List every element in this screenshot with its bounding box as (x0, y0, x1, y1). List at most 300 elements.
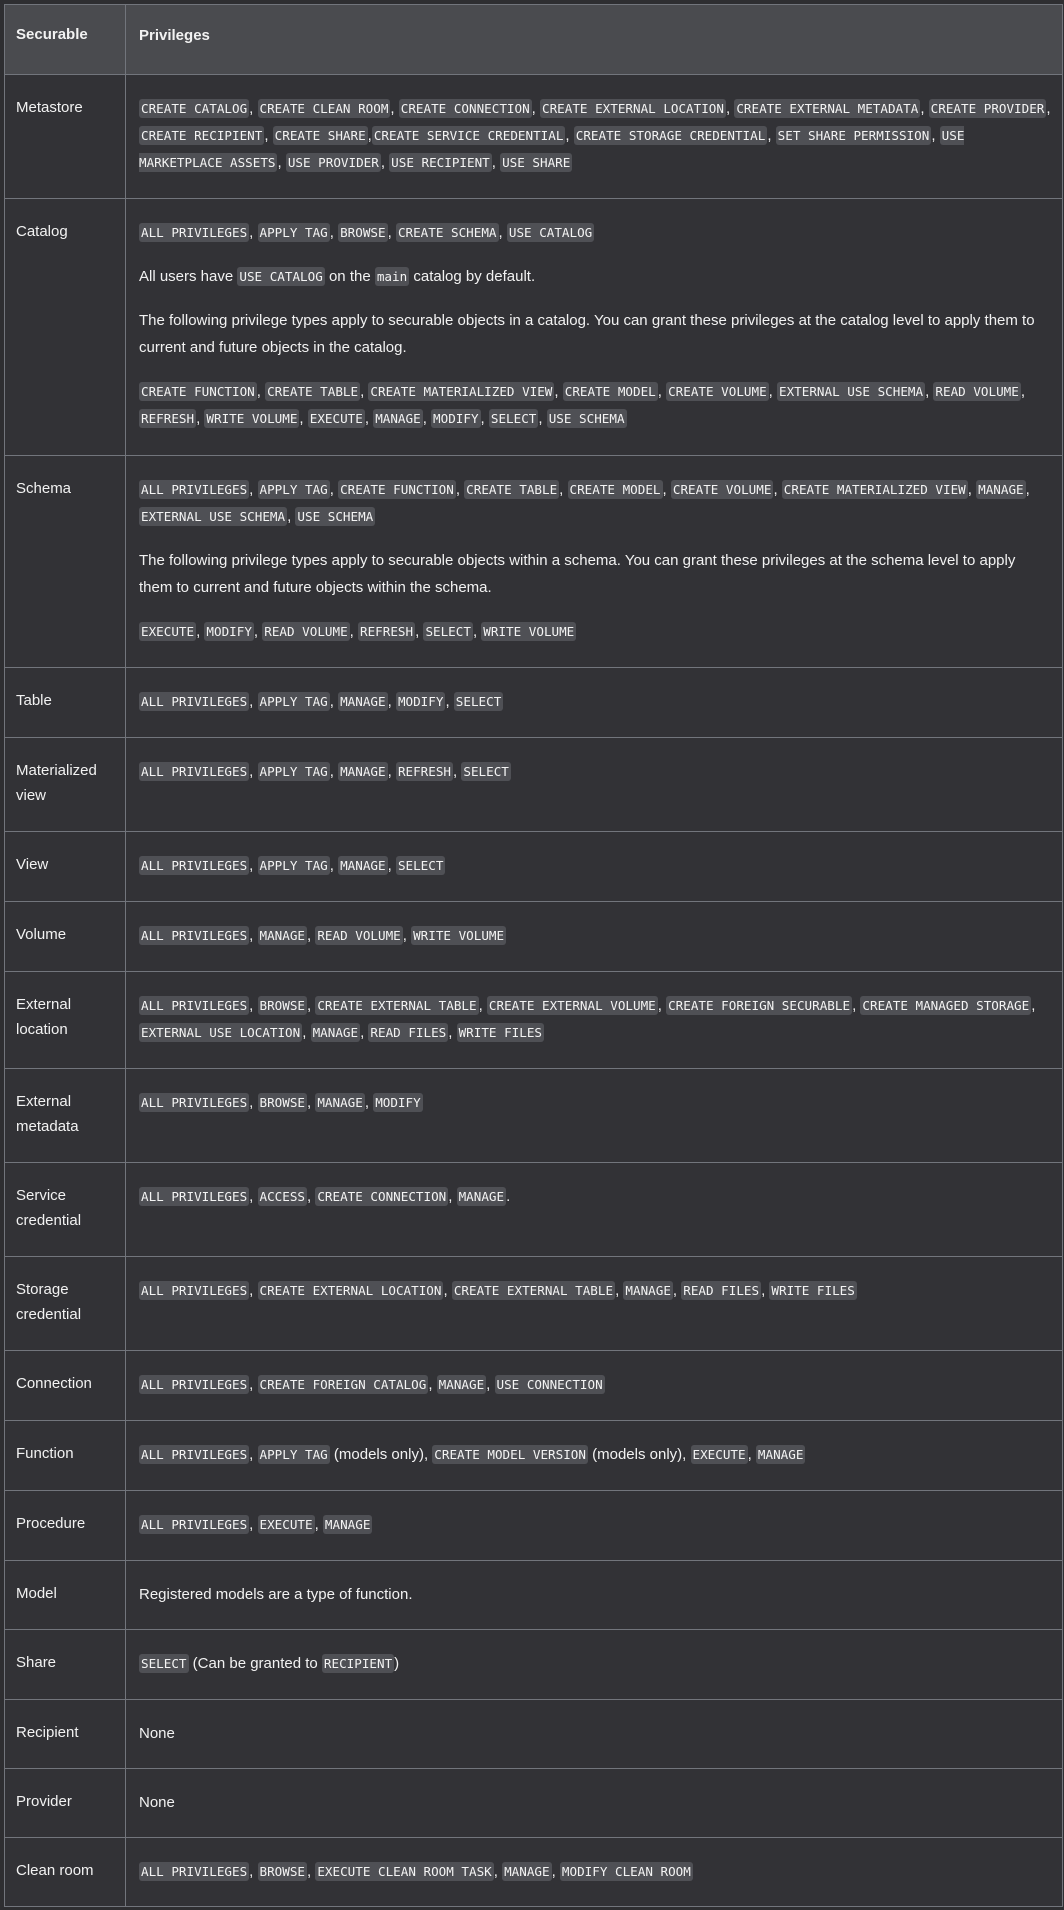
privileges-cell (126, 1838, 1062, 1906)
privilege-code: MANAGE (757, 1447, 804, 1462)
privilege-text: on the (324, 268, 375, 285)
privileges-paragraph (139, 95, 1052, 176)
privilege-text: Registered models are a type of function. (139, 1586, 413, 1603)
privilege-text: , (287, 508, 296, 525)
privilege-code: SET SHARE PERMISSION (777, 128, 930, 143)
securable-name: External metadata (5, 1069, 126, 1162)
privilege-text: , (249, 927, 258, 944)
privileges-paragraph (139, 852, 1052, 879)
privileges-paragraph (139, 1183, 1052, 1210)
privileges-paragraph (139, 219, 1052, 246)
privileges-paragraph (139, 1789, 1052, 1816)
privilege-text: , (256, 383, 266, 400)
privilege-code: WRITE VOLUME (206, 411, 298, 426)
table-row (5, 1560, 1062, 1629)
privilege-text: , (428, 1376, 437, 1393)
privilege-text: , (307, 1094, 316, 1111)
privilege-code: ALL PRIVILEGES (141, 694, 248, 709)
privilege-text: , (415, 623, 424, 640)
privileges-paragraph (139, 618, 1052, 645)
privilege-text: , (448, 1188, 457, 1205)
privilege-text: , (329, 224, 339, 241)
privileges-cell (126, 1491, 1062, 1560)
privileges-cell (126, 1421, 1062, 1490)
securable-name: Schema (5, 456, 126, 667)
privileges-cell (126, 1257, 1062, 1350)
privilege-text: , (1031, 997, 1036, 1014)
privilege-text: , (249, 100, 258, 117)
privilege-code: READ VOLUME (317, 928, 401, 943)
privileges-cell (126, 1769, 1062, 1837)
privilege-code: MANAGE (340, 694, 386, 709)
privilege-text: (Can be granted to (188, 1655, 322, 1672)
privilege-code: CREATE FUNCTION (141, 384, 255, 399)
privilege-code: CREATE STORAGE CREDENTIAL (575, 128, 766, 143)
privilege-code: USE CATALOG (239, 269, 323, 284)
privileges-paragraph (139, 758, 1052, 785)
privilege-code: CREATE RECIPIENT (141, 128, 263, 143)
privilege-text: , (249, 1446, 258, 1463)
privilege-code: APPLY TAG (259, 694, 328, 709)
privilege-text: , (264, 127, 273, 144)
securable-name: Service credential (5, 1163, 126, 1256)
privilege-code: MANAGE (504, 1864, 550, 1879)
privilege-code: WRITE FILES (771, 1283, 855, 1298)
privilege-code: CREATE CONNECTION (400, 101, 530, 116)
privilege-code: EXECUTE CLEAN ROOM TASK (317, 1864, 492, 1879)
privilege-text: , (364, 410, 374, 427)
privilege-text: , (249, 763, 258, 780)
privilege-text: , (672, 1282, 682, 1299)
privilege-code: CREATE MODEL (569, 482, 661, 497)
privilege-text: , (657, 997, 667, 1014)
privilege-code: ALL PRIVILEGES (141, 225, 248, 240)
privilege-text: , (249, 857, 258, 874)
privilege-code: MANAGE (438, 1377, 485, 1392)
securable-name: Procedure (5, 1491, 126, 1560)
privilege-code: USE SCHEMA (548, 411, 625, 426)
privileges-cell (126, 1069, 1062, 1162)
table-row (5, 971, 1062, 1068)
privilege-code: CREATE CATALOG (141, 101, 248, 116)
privilege-text: The following privilege types apply to securable objects within a schema. You can grant these privileges at the schema level to apply them to current and future objects within the schema. (139, 552, 1016, 596)
privileges-cell (126, 972, 1062, 1068)
privilege-text: (models only), (587, 1446, 691, 1463)
privilege-text: , (920, 100, 929, 117)
privilege-text: , (387, 693, 396, 710)
privilege-code: REFRESH (360, 624, 414, 639)
privilege-code: USE CONNECTION (496, 1377, 603, 1392)
privileges-table (4, 4, 1063, 1907)
privilege-code: MANAGE (340, 764, 386, 779)
privilege-code: RECIPIENT (323, 1656, 393, 1671)
privilege-code: APPLY TAG (259, 1447, 328, 1462)
privilege-code: MANAGE (324, 1517, 371, 1532)
privilege-code: WRITE FILES (458, 1025, 542, 1040)
table-row (5, 1162, 1062, 1256)
securable-name: Connection (5, 1351, 126, 1420)
privilege-text: , (307, 997, 316, 1014)
privilege-code: SELECT (455, 694, 502, 709)
privilege-text: , (747, 1446, 756, 1463)
privilege-text: None (139, 1725, 175, 1742)
table-row (5, 1068, 1062, 1162)
privilege-text: , (307, 1863, 316, 1880)
privileges-paragraph (139, 1441, 1052, 1468)
privilege-text: , (554, 383, 563, 400)
privilege-code: CREATE VOLUME (668, 384, 767, 399)
privilege-code: REFRESH (141, 411, 195, 426)
privilege-code: MANAGE (259, 928, 305, 943)
privilege-code: ALL PRIVILEGES (141, 1095, 248, 1110)
privilege-text: , (565, 127, 574, 144)
securable-name: Model (5, 1561, 126, 1629)
privilege-text: , (1046, 100, 1051, 117)
privilege-text: , (249, 693, 258, 710)
privilege-code: ALL PRIVILEGES (141, 858, 248, 873)
privilege-code: MODIFY CLEAN ROOM (561, 1864, 691, 1879)
privileges-paragraph (139, 307, 1052, 361)
privilege-text: , (314, 1516, 323, 1533)
privilege-code: MANAGE (312, 1025, 359, 1040)
privilege-code: CREATE VOLUME (672, 482, 772, 497)
privilege-code: CREATE FUNCTION (340, 482, 454, 497)
privilege-text: , (387, 224, 396, 241)
privileges-paragraph (139, 1720, 1052, 1747)
privilege-text: , (249, 997, 258, 1014)
privilege-text: , (486, 1376, 495, 1393)
privilege-code: MANAGE (458, 1189, 505, 1204)
privilege-code: USE MARKETPLACE ASSETS (139, 128, 965, 170)
privilege-code: MODIFY (397, 694, 444, 709)
privilege-code: ALL PRIVILEGES (141, 482, 248, 497)
privilege-text: , (196, 410, 205, 427)
privilege-text: (models only), (329, 1446, 433, 1463)
privilege-text: , (249, 1282, 258, 1299)
privileges-cell (126, 738, 1062, 831)
privilege-code: APPLY TAG (259, 225, 328, 240)
privilege-code: BROWSE (259, 1095, 305, 1110)
privileges-paragraph (139, 476, 1052, 530)
table-header-row (5, 5, 1062, 74)
table-row (5, 737, 1062, 831)
securable-name: External location (5, 972, 126, 1068)
table-row (5, 74, 1062, 198)
privilege-text: , (480, 410, 489, 427)
securable-name: Recipient (5, 1700, 126, 1768)
privilege-code: READ VOLUME (264, 624, 348, 639)
privilege-text: , (443, 1282, 452, 1299)
table-row (5, 1837, 1062, 1906)
privilege-code: ALL PRIVILEGES (141, 1864, 248, 1879)
privilege-code: CREATE MATERIALIZED VIEW (783, 482, 966, 497)
privilege-text: , (360, 1024, 369, 1041)
privilege-text: , (349, 623, 359, 640)
privilege-text: , (531, 100, 540, 117)
privilege-text: , (249, 481, 258, 498)
privilege-code: ALL PRIVILEGES (141, 1377, 248, 1392)
privilege-text: , (925, 383, 934, 400)
privilege-code: ALL PRIVILEGES (141, 1189, 248, 1204)
privilege-text: , (1025, 481, 1030, 498)
privilege-code: BROWSE (259, 1864, 305, 1879)
privilege-text: , (498, 224, 507, 241)
privilege-code: CREATE MODEL VERSION (434, 1447, 586, 1462)
privilege-code: EXECUTE (259, 1517, 313, 1532)
privilege-code: APPLY TAG (259, 764, 328, 779)
privilege-code: ALL PRIVILEGES (141, 1283, 248, 1298)
privilege-code: EXECUTE (309, 411, 363, 426)
privilege-text: , (559, 481, 568, 498)
privilege-code: MANAGE (340, 858, 386, 873)
privilege-text: , (364, 1094, 374, 1111)
privilege-text: The following privilege types apply to securable objects in a catalog. You can grant these privileges at the catalog level to apply them to current and future objects in the catalog. (139, 312, 1035, 356)
privilege-code: ALL PRIVILEGES (141, 764, 248, 779)
header-privileges: Privileges (139, 27, 210, 44)
privilege-code: READ FILES (683, 1283, 760, 1298)
privilege-code: CREATE EXTERNAL TABLE (317, 998, 477, 1013)
table-row (5, 1350, 1062, 1420)
privileges-cell (126, 1561, 1062, 1629)
privilege-code: EXTERNAL USE SCHEMA (141, 509, 286, 524)
privilege-code: WRITE VOLUME (483, 624, 575, 639)
privilege-code: ALL PRIVILEGES (141, 1517, 248, 1532)
privilege-code: main (376, 269, 408, 284)
privilege-text: , (761, 1282, 770, 1299)
privilege-text: , (615, 1282, 624, 1299)
privilege-text: , (725, 100, 735, 117)
privilege-text: , (551, 1863, 560, 1880)
privilege-text: , (249, 1188, 258, 1205)
privilege-code: SELECT (397, 858, 444, 873)
privilege-text: , (662, 481, 671, 498)
privilege-text: , (773, 481, 782, 498)
table-row (5, 831, 1062, 901)
privilege-text: , (329, 763, 339, 780)
securable-name: Catalog (5, 199, 126, 455)
privileges-cell (126, 902, 1062, 971)
table-row (5, 1490, 1062, 1560)
privileges-cell (126, 75, 1062, 198)
privileges-paragraph (139, 1650, 1052, 1677)
privilege-code: ALL PRIVILEGES (141, 1447, 248, 1462)
privilege-code: CREATE MODEL (564, 384, 656, 399)
privileges-paragraph (139, 1511, 1052, 1538)
securable-name: Storage credential (5, 1257, 126, 1350)
privilege-code: EXECUTE (141, 624, 195, 639)
table-body (5, 74, 1062, 1906)
privileges-cell (126, 1630, 1062, 1699)
privilege-text: , (852, 997, 861, 1014)
privilege-code: BROWSE (259, 998, 305, 1013)
privilege-text: , (277, 154, 286, 171)
privileges-cell (126, 456, 1062, 667)
privilege-code: MANAGE (625, 1283, 671, 1298)
privileges-paragraph (139, 1858, 1052, 1885)
table-row (5, 1699, 1062, 1768)
table-row (5, 901, 1062, 971)
privilege-code: MODIFY (433, 411, 479, 426)
privileges-paragraph (139, 922, 1052, 949)
securable-name: View (5, 832, 126, 901)
table-row (5, 198, 1062, 455)
privilege-code: SELECT (141, 1656, 187, 1671)
privilege-text: , (657, 383, 667, 400)
privilege-text: , (307, 927, 316, 944)
privileges-paragraph (139, 1581, 1052, 1608)
privilege-text: , (380, 154, 390, 171)
privilege-code: CREATE CONNECTION (317, 1189, 447, 1204)
table-row (5, 1256, 1062, 1350)
privilege-code: MODIFY (375, 1095, 421, 1110)
privilege-code: SELECT (490, 411, 537, 426)
securable-name: Provider (5, 1769, 126, 1837)
privilege-text: , (445, 693, 454, 710)
privilege-code: USE CATALOG (508, 225, 593, 240)
privilege-code: CREATE EXTERNAL VOLUME (488, 998, 656, 1013)
privilege-code: CREATE EXTERNAL TABLE (453, 1283, 614, 1298)
privilege-text: , (329, 481, 339, 498)
privilege-code: READ VOLUME (935, 384, 1019, 399)
privilege-code: BROWSE (340, 225, 386, 240)
privilege-text: , (538, 410, 547, 427)
privilege-text: , (387, 763, 396, 780)
privilege-code: CREATE SCHEMA (397, 225, 497, 240)
privilege-text: , (931, 127, 940, 144)
privileges-paragraph (139, 547, 1052, 601)
privilege-text: , (249, 224, 258, 241)
privilege-text: . (506, 1188, 511, 1205)
privileges-paragraph (139, 992, 1052, 1046)
privilege-code: CREATE CLEAN ROOM (259, 101, 389, 116)
privilege-code: CREATE EXTERNAL LOCATION (542, 101, 724, 116)
privileges-cell (126, 199, 1062, 455)
privilege-code: SELECT (425, 624, 471, 639)
privilege-text: , (329, 693, 339, 710)
privilege-code: SELECT (463, 764, 509, 779)
privilege-code: MODIFY (206, 624, 252, 639)
privilege-text: , (390, 100, 399, 117)
privilege-text: , (249, 1863, 258, 1880)
securable-name: Materialized view (5, 738, 126, 831)
privilege-code: CREATE MATERIALIZED VIEW (370, 384, 553, 399)
privileges-cell (126, 1351, 1062, 1420)
privilege-text: , (329, 857, 339, 874)
privilege-code: MANAGE (978, 482, 1024, 497)
privileges-cell (126, 1700, 1062, 1768)
privilege-code: ALL PRIVILEGES (141, 998, 248, 1013)
privilege-code: ACCESS (259, 1189, 305, 1204)
header-securable: Securable (5, 5, 126, 74)
privilege-text: , (422, 410, 432, 427)
privilege-code: CREATE SHARE (274, 128, 366, 143)
table-row (5, 1420, 1062, 1490)
privilege-code: APPLY TAG (259, 482, 328, 497)
privilege-code: CREATE SERVICE CREDENTIAL (373, 128, 564, 143)
privilege-code: USE PROVIDER (287, 155, 379, 170)
table-row (5, 1768, 1062, 1837)
privilege-code: READ FILES (370, 1025, 447, 1040)
privilege-text: , (249, 1516, 258, 1533)
privilege-code: CREATE FOREIGN CATALOG (259, 1377, 427, 1392)
privilege-code: EXTERNAL USE SCHEMA (779, 384, 924, 399)
privilege-text: , (367, 127, 372, 144)
privilege-text: , (249, 1094, 258, 1111)
privileges-cell (126, 668, 1062, 737)
privilege-text: , (307, 1188, 316, 1205)
privilege-text: All users have (139, 268, 238, 285)
privilege-text: , (455, 481, 465, 498)
privilege-code: CREATE TABLE (466, 482, 558, 497)
securable-name: Function (5, 1421, 126, 1490)
privilege-code: CREATE EXTERNAL LOCATION (259, 1283, 442, 1298)
privilege-text: , (478, 997, 487, 1014)
privilege-code: MANAGE (375, 411, 421, 426)
privilege-code: WRITE VOLUME (413, 928, 505, 943)
privilege-code: APPLY TAG (259, 858, 328, 873)
privileges-cell (126, 832, 1062, 901)
privilege-code: CREATE FOREIGN SECURABLE (668, 998, 851, 1013)
privilege-text: , (767, 127, 776, 144)
securable-name: Share (5, 1630, 126, 1699)
privilege-text: , (1020, 383, 1025, 400)
privilege-code: CREATE EXTERNAL METADATA (736, 101, 919, 116)
privilege-code: ALL PRIVILEGES (141, 928, 248, 943)
privilege-code: EXECUTE (692, 1447, 746, 1462)
table-row (5, 1629, 1062, 1699)
privileges-paragraph (139, 1371, 1052, 1398)
privilege-text: None (139, 1794, 175, 1811)
privilege-text: , (196, 623, 205, 640)
privilege-text: , (360, 383, 369, 400)
privileges-paragraph (139, 1089, 1052, 1116)
privilege-text: , (253, 623, 263, 640)
privilege-text: , (491, 154, 501, 171)
privileges-paragraph (139, 688, 1052, 715)
privileges-paragraph (139, 263, 1052, 290)
privilege-code: MANAGE (317, 1095, 363, 1110)
privilege-code: CREATE TABLE (267, 384, 359, 399)
privilege-text: , (493, 1863, 503, 1880)
privilege-text: , (402, 927, 412, 944)
securable-name: Table (5, 668, 126, 737)
privilege-code: CREATE MANAGED STORAGE (862, 998, 1030, 1013)
privilege-text: , (299, 410, 308, 427)
privilege-code: USE RECIPIENT (391, 155, 490, 170)
privilege-text: , (768, 383, 778, 400)
securable-name: Volume (5, 902, 126, 971)
privilege-text: , (967, 481, 977, 498)
privilege-code: EXTERNAL USE LOCATION (141, 1025, 301, 1040)
privilege-code: USE SCHEMA (297, 509, 374, 524)
privilege-text: , (302, 1024, 311, 1041)
privileges-paragraph (139, 378, 1052, 432)
table-row (5, 455, 1062, 667)
table-row (5, 667, 1062, 737)
privileges-cell (126, 1163, 1062, 1256)
privilege-code: CREATE PROVIDER (930, 101, 1045, 116)
privileges-paragraph (139, 1277, 1052, 1304)
privilege-code: USE SHARE (502, 155, 571, 170)
privilege-text: , (472, 623, 482, 640)
privilege-text: , (453, 763, 462, 780)
securable-name: Metastore (5, 75, 126, 198)
securable-name: Clean room (5, 1838, 126, 1906)
privilege-text: catalog by default. (409, 268, 536, 285)
privilege-text: , (448, 1024, 457, 1041)
privilege-code: REFRESH (397, 764, 452, 779)
privilege-text: , (249, 1376, 258, 1393)
